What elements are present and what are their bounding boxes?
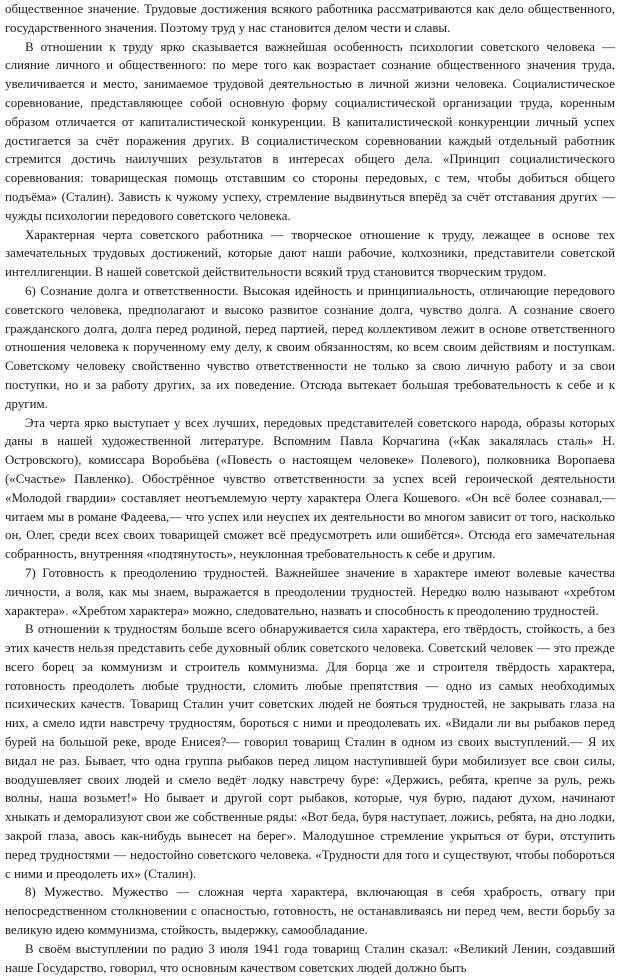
- paragraph-creative-labor: Характерная черта советского работника — творческое отношение к труду, лежащее в основе тех замечательных трудовых достижений, которые дают наши рабочие, колхозники, представители советской интеллигенции. В нашей советской действительности всякий труд становится творческим трудом.: [5, 227, 615, 280]
- paragraph-literature-examples: Эта черта ярко выступает у всех лучших, передовых представителей советского народа, образы которых даны в нашей художественной литературе. Вспомним Павла Корчагина («Как закалялась сталь» Н. Островского), комиссара Воробьёва («Повесть о настоящем человеке» Полевого), полковника Воропаева («Счастье» Павленко). Обострённое чувство ответственности за успех всей героической деятельности «Молодой гвардии» составляет неотъемлемую черту характера Олега Кошевого. «Он всё более сознавал,— читаем мы в романе Фадеева,— что успех или неуспех их деятельности во многом зависит от того, насколько он, Олег, среди всех своих товарищей сможет всё предусмотреть или ошибётся». Отсюда его замечательная собранность, внутренняя «подтянутость», неуклонная требовательность к себе и другим.: [5, 415, 615, 562]
- paragraph-courage: 8) Мужество. Мужество — сложная черта характера, включающая в себя храбрость, отвагу при непосредственном столкновении с опасностью, готовность, не останавливаясь ни перед чем, вести борьбу за великую идею коммунизма, стойкость, выдержку, самообладание.: [5, 885, 615, 938]
- paragraph-radio-speech: В своём выступлении по радио 3 июля 1941 года товарищ Сталин сказал: «Великий Ленин, создавший наше Государство, говорил, что основным качеством советских людей должно быть: [5, 941, 615, 975]
- document-page: [5, 0, 615, 975]
- paragraph-continuation: общественное значение. Трудовые достижения всякого работника рассматриваются как дело общественного, государственного значения. Поэтому труд у нас становится делом чести и славы.: [5, 2, 615, 35]
- paragraph-overcoming-difficulties: 7) Готовность к преодолению трудностей. Важнейшее значение в характере имеют волевые качества личности, а воля, как мы знаем, выражается в преодолении трудностей. Нередко волю называют «хребтом характера». «Хребтом характера» можно, следовательно, назвать и способность к преодолению трудностей.: [5, 565, 615, 618]
- paragraph-duty-responsibility: 6) Сознание долга и ответственности. Высокая идейность и принципиальность, отличающие передового советского человека, предполагают и высоко развитое сознание долга, чувство долга. А сознание своего гражданского долга, долга перед родиной, перед партией, перед коллективом лежит в основе ответственного отношения человека к порученному ему делу, к своим обязанностям, ко всем своим действиям и поступкам. Советскому человеку свойственно чувство ответственности не только за свою личную работу и за свои поступки, но и за работу других, за их поведение. Отсюда вытекает большая требовательность к себе и к другим.: [5, 283, 615, 411]
- paragraph-labor-psychology: В отношении к труду ярко сказывается важнейшая особенность психологии советского человека — слияние личного и общественного: по мере того как возрастает сознание общественного значения труда, увеличивается и место, занимаемое трудовой деятельностью в личной жизни человека. Социалистическое соревнование, представляющее собой основную форму социалистической организации труда, коренным образом отличается от капиталистической конкуренции. В капиталистической конкуренции личный успех достигается за счёт поражения других. В социалистическом соревновании каждый отдельный работник стремится достичь наилучших результатов в интересах общего дела. «Принцип социалистического соревнования: товарищеская помощь отставшим со стороны передовых, с тем, чтобы добиться общего подъёма» (Сталин). Зависть к чужому успеху, стремление выдвинуться вперёд за счёт отставания других — чужды психологии передового советского человека.: [5, 39, 615, 223]
- paragraph-strength-of-character: В отношении к трудностям больше всего обнаруживается сила характера, его твёрдость, стойкость, а без этих качеств нельзя представить себе духовный облик советского человека. Советский человек — это прежде всего борец за коммунизм и строитель коммунизма. Для борца же и строителя твёрдость характера, готовность преодолеть любые трудности, сломить любые препятствия — одно из самых необходимых психических качеств. Товарищ Сталин учит советских людей не бояться трудностей, не закрывать глаза на них, а смело идти навстречу трудностям, бороться с ними и преодолевать их. «Видали ли вы рыбаков перед бурей на большой реке, вроде Енисея?— говорил товарищ Сталин в одном из своих выступлений.— Я их видал не раз. Бывает, что одна группа рыбаков перед лицом наступившей бури мобилизует все свои силы, воодушевляет своих людей и смело ведёт лодку навстречу буре: «Держись, ребята, крепче за руль, режь волны, наша возьмет!» Но бывает и другой сорт рыбаков, которые, чуя бурю, падают духом, начинают хныкать и деморализуют свои же собственные ряды: «Вот беда, буря наступает, ложись, ребята, на дно лодки, закрой глаза, авось как-нибудь вынесет на берег». Малодушное стремление укрыться от бури, отступить перед трудностями — недостойно советского человека. «Трудности для того и существуют, чтобы побороться с ними и преодолеть их» (Сталин).: [5, 622, 615, 881]
